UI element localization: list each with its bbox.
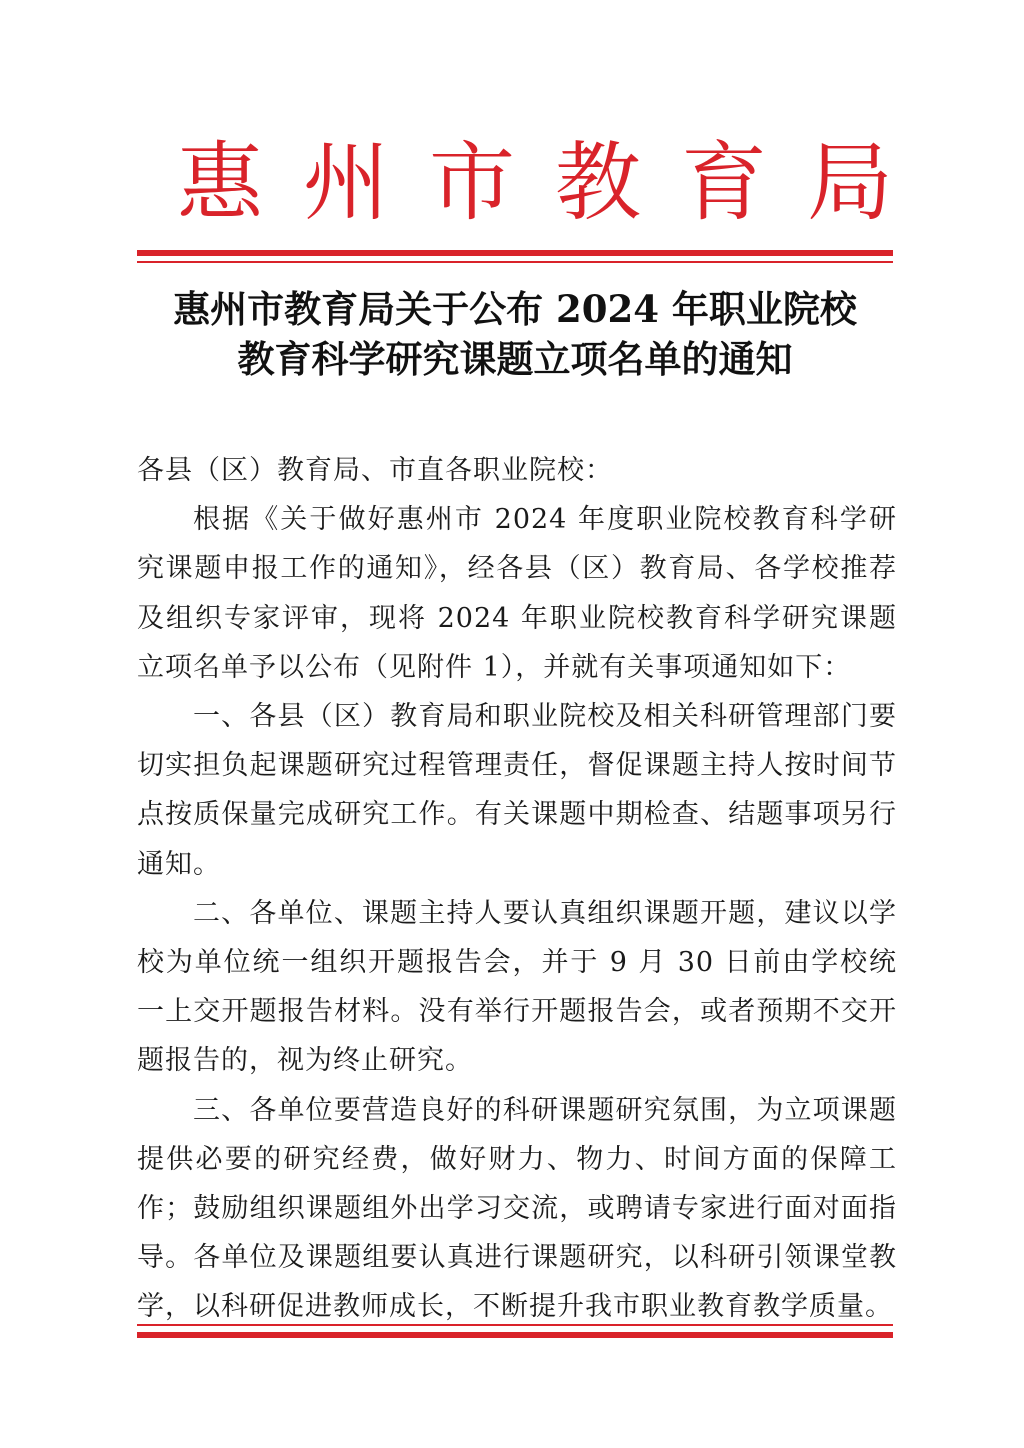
footer-rule-thick [137, 1332, 893, 1338]
salutation: 各县（区）教育局、市直各职业院校： [137, 455, 613, 486]
paragraph-item-3: 三、各单位要营造良好的科研课题研究氛围，为立项课题提供必要的研究经费，做好财力、物力、时间方面的保障工作；鼓励组织课题组外出学习交流，或聘请专家进行面对面指导。各单位及课题组要认真进行课题研究，以科研引领课堂教学，以科研促进教师成长，不断提升我市职业教育教学质量。 [137, 1094, 897, 1323]
masthead-rule-thick [137, 250, 893, 256]
document-title-line-2: 教育科学研究课题立项名单的通知 [237, 337, 793, 381]
paragraph-intro: 根据《关于做好惠州市 2024 年度职业院校教育科学研究课题申报工作的通知》，经各县（区）教育局、各学校推荐及组织专家评审，现将 2024 年职业院校教育科学研究课题立项名单予以公布（见附件 1），并就有关事项通知如下： [137, 504, 897, 683]
paragraph-item-2: 二、各单位、课题主持人要认真组织课题开题，建议以学校为单位统一组织开题报告会，并于 9 月 30 日前由学校统一上交开题报告材料。没有举行开题报告会，或者预期不交开题报告的，视为终止研究。 [137, 897, 897, 1077]
masthead-title: 惠州市教育局 [177, 133, 933, 233]
document-title [137, 284, 893, 384]
document-body [137, 446, 897, 1332]
masthead-rule-thin [137, 261, 893, 263]
document-title-line-1: 惠州市教育局关于公布 2024 年职业院校 [173, 287, 857, 331]
footer-rule-thin [137, 1324, 893, 1326]
paragraph-item-1: 一、各县（区）教育局和职业院校及相关科研管理部门要切实担负起课题研究过程管理责任，督促课题主持人按时间节点按质保量完成研究工作。有关课题中期检查、结题事项另行通知。 [137, 701, 897, 880]
